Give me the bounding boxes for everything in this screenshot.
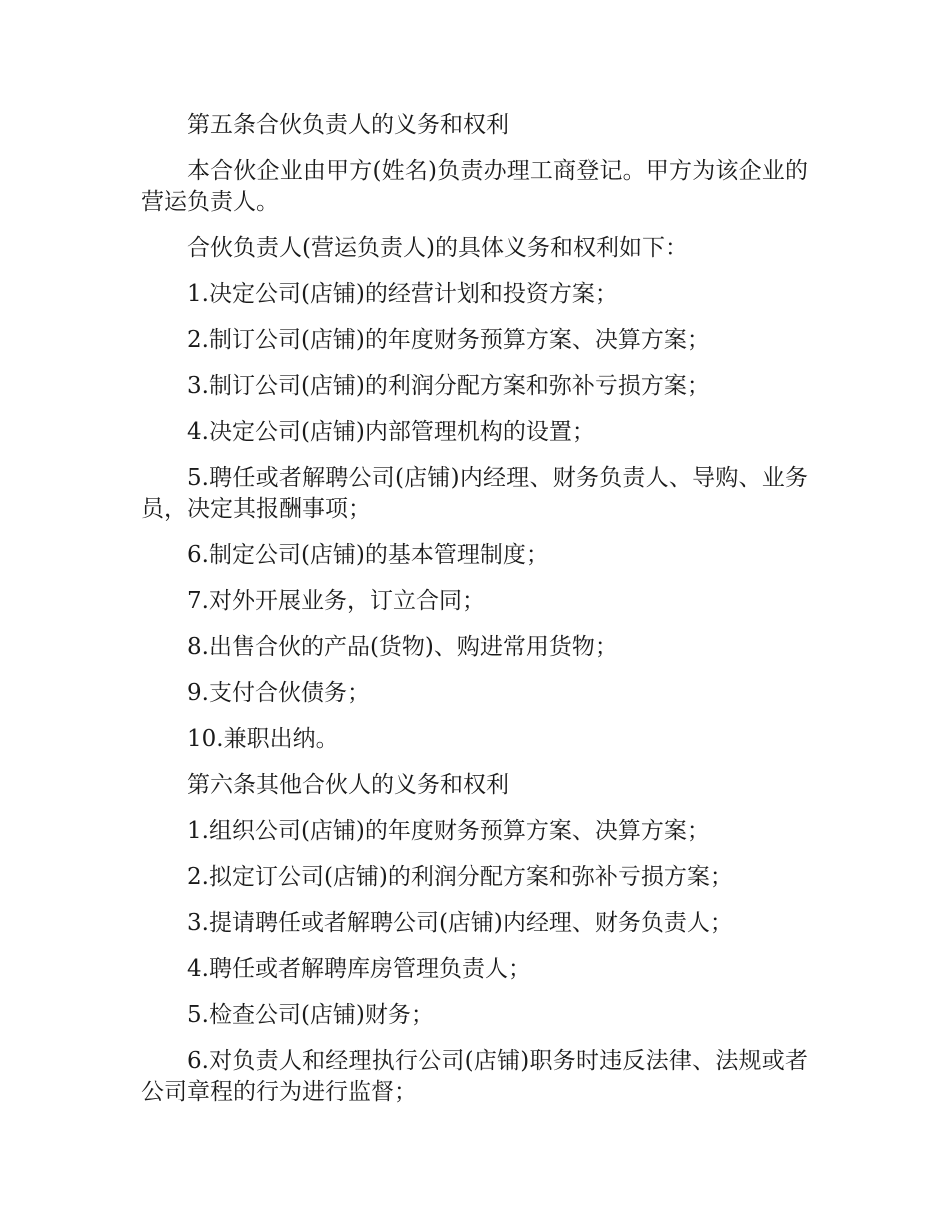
list-item: 3.制订公司(店铺)的利润分配方案和弥补亏损方案； <box>187 373 710 399</box>
list-item: 5.聘任或者解聘公司(店铺)内经理、财务负责人、导购、业务员，决定其报酬事项； <box>141 465 808 522</box>
list-item: 6.制定公司(店铺)的基本管理制度； <box>187 542 549 568</box>
paragraph: 本合伙企业由甲方(姓名)负责办理工商登记。甲方为该企业的营运负责人。 <box>141 158 808 215</box>
list-item: 2.拟定订公司(店铺)的利润分配方案和弥补亏损方案； <box>187 864 733 890</box>
article-6-heading: 第六条其他合伙人的义务和权利 <box>187 772 509 798</box>
list-item: 8.出售合伙的产品(货物)、购进常用货物； <box>187 634 618 660</box>
article-5-heading: 第五条合伙负责人的义务和权利 <box>187 112 509 138</box>
list-item: 10.兼职出纳。 <box>187 726 339 752</box>
list-item: 4.聘任或者解聘库房管理负责人； <box>187 956 531 982</box>
paragraph: 合伙负责人(营运负责人)的具体义务和权利如下： <box>187 235 688 261</box>
list-item: 6.对负责人和经理执行公司(店铺)职务时违反法律、法规或者公司章程的行为进行监督； <box>141 1048 808 1105</box>
list-item: 3.提请聘任或者解聘公司(店铺)内经理、财务负责人； <box>187 910 733 936</box>
list-item: 7.对外开展业务，订立合同； <box>187 588 485 614</box>
document-body <box>141 110 808 1123</box>
list-item: 5.检查公司(店铺)财务； <box>187 1002 434 1028</box>
list-item: 2.制订公司(店铺)的年度财务预算方案、决算方案； <box>187 327 710 353</box>
list-item: 9.支付合伙债务； <box>187 680 370 706</box>
list-item: 4.决定公司(店铺)内部管理机构的设置； <box>187 419 595 445</box>
list-item: 1.组织公司(店铺)的年度财务预算方案、决算方案； <box>187 818 710 844</box>
list-item: 1.决定公司(店铺)的经营计划和投资方案； <box>187 281 618 307</box>
